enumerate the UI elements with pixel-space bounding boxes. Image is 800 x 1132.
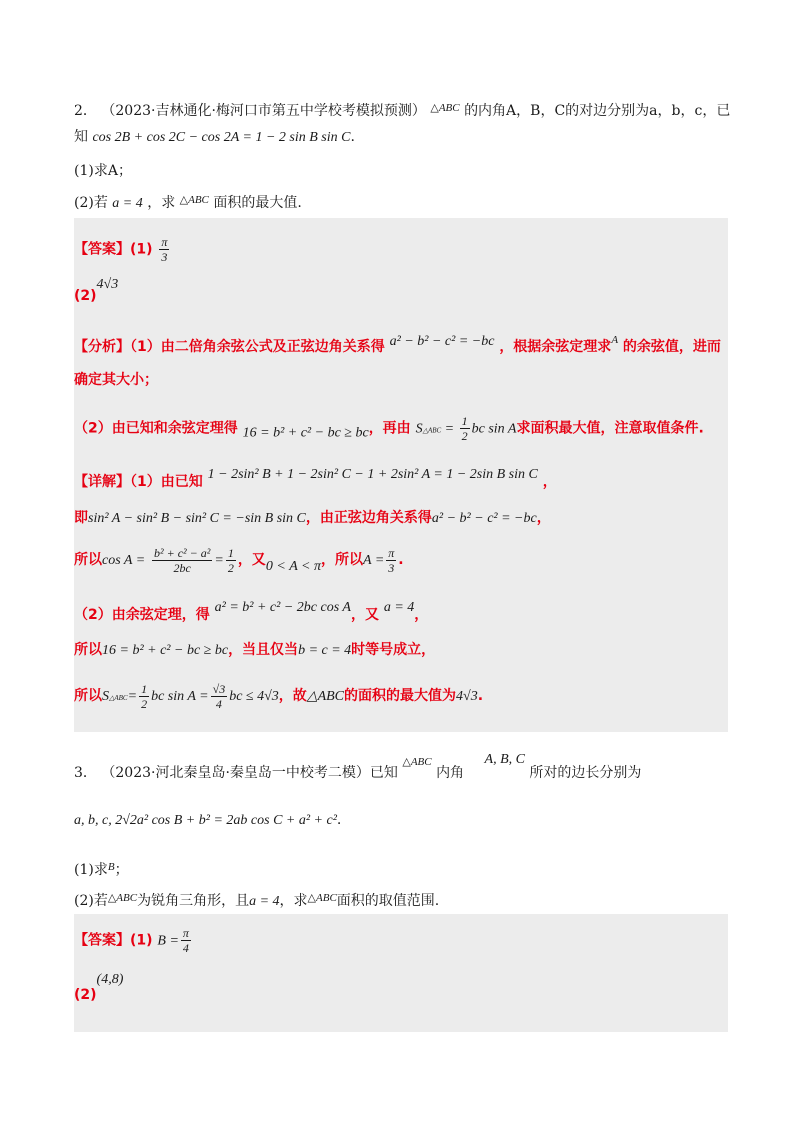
problem2-answer1 [74,235,726,264]
detail-6-triangle: △ABC [306,689,345,704]
problem3-q1-prefix: (1)求 [74,862,108,878]
detail-4-a: a = 4 [383,600,415,615]
analysis-2-eq2b: bc sin A [471,421,517,437]
cos-num: b² + c² − a² [154,545,211,560]
analysis-1-eq: a² − b² − c² = −bc [389,334,495,349]
analysis-2-eq: 16 = b² + c² − bc ≥ bc [242,425,369,441]
detail-3a: 所以 [74,552,102,568]
analysis-1-A: A [611,334,619,346]
problem3-q2-triangle-2: △ABC [307,892,337,904]
half-fraction-3 [139,682,149,711]
problem3-q1-var: B [107,861,115,873]
problem3-answer1 [74,926,726,955]
analysis-2a: （2）由已知和余弦定理得 [74,420,238,437]
analysis-2-sub: △ABC [422,426,442,435]
detail-1-eq: 1 − 2sin² B + 1 − 2sin² C − 1 + 2sin² A = 1 − 2sin B sin C [207,467,538,482]
half-fraction: $\frac{1}{2}$ [461,414,468,443]
answer1-fraction [159,235,169,264]
problem3-answer-label: 【答案】 [74,932,130,949]
analysis-label: 【分析】 [74,339,130,355]
problem3-q2-triangle: △ABC [107,892,138,904]
analysis-1c: 的余弦值，进而 [622,339,721,355]
problem2-detail-line3 [74,540,726,580]
problem3-given-equation: a, b, c, 2√2a² cos B + b² = 2ab cos C + a² + c² [74,813,337,828]
problem2-stem-text: 的内角A，B，C的对边分别为a，b，c，已 [464,103,731,119]
detail-3d: . [398,552,404,568]
problem2-q2-mid: ，求 [147,195,176,211]
problem3-ans1-fraction [181,926,191,955]
sqrt3-den: 4 [215,696,222,711]
problem2-analysis-line1 [74,330,726,357]
detail-3-A: A = [363,553,385,568]
detail-5c: 时等号成立， [351,642,436,658]
detail-4c: ， [414,607,429,623]
detail-6-max: 4√3 [456,689,478,704]
problem3-stem-mid: 内角 [436,765,465,781]
analysis-2b: ，再由 [368,420,411,437]
problem2-q2-triangle: △ABC [179,194,209,206]
problem3-stem-end: 所对的边长分别为 [529,765,642,781]
problem3-ans2-label: (2) [74,987,97,1003]
detail-5-eq: 16 = b² + c² − bc ≥ bc [102,643,229,658]
detail-1a: （1）由已知 [130,474,203,490]
detail-5-cond: b = c = 4 [298,643,352,658]
detail-1b: ， [542,474,557,490]
detail-6-eq2: bc sin A = [151,689,209,704]
detail-3c: ，所以 [321,552,364,568]
problem3-answer2 [74,970,726,1003]
problem2-stem-line2: 知 cos 2B + cos 2C − cos 2A = 1 − 2 sin B sin C. [74,129,355,145]
problem3-question2 [74,888,726,912]
detail-4a: （2）由余弦定理，得 [74,607,210,623]
problem3-q1-suffix: ； [114,862,129,878]
problem3-number: 3． [74,765,97,781]
problem2-answer2 [74,275,726,304]
detail-4b: ，又 [350,607,379,623]
problem3-given-end: . [336,812,342,828]
answer2-value: 4√3 [96,277,119,292]
detail-2a: 即 [74,510,88,526]
detail-6-sub: △ABC [109,694,128,702]
problem3-ans2-value: (4,8) [96,972,124,987]
A-den: 3 [388,560,395,575]
problem2-detail-line6 [74,676,726,716]
problem3-ans1-num: π [182,926,189,940]
problem2-detail-line4 [74,598,726,625]
problem2-stem-prefix: 知 [74,129,88,145]
detail-6d: . [477,688,484,704]
detail-2c: ， [536,510,551,526]
problem3-q2-mid2: ，求 [279,893,308,909]
detail-4-eq: a² = b² + c² − 2bc cos A [214,600,351,615]
problem3-stem-line1 [74,750,726,780]
problem3-q2-mid1: 为锐角三角形，且 [137,893,250,909]
A-fraction [386,546,396,575]
problem3-q2-prefix: (2)若 [74,893,108,909]
analysis-1a: （1）由二倍角余弦公式及正弦边角关系得 [130,339,385,355]
problem2-q2-condition: a = 4 [112,196,143,211]
answer1-num: π [161,235,168,249]
problem2-detail-line2 [74,508,726,529]
problem2-q2-prefix: (2)若 [74,195,108,211]
analysis-1b: ，根据余弦定理求 [499,339,612,355]
answer1-den: 3 [161,250,168,264]
answer1-label: (1) [130,241,153,258]
problem3-angles: A, B, C [484,752,525,767]
half3-num: 1 [141,681,148,696]
problem2-number: 2． [74,103,97,119]
cos-fraction [152,546,212,575]
problem3-source: （2023·河北秦皇岛·秦皇岛一中校考二模）已知 [101,765,398,781]
problem2-question1: (1)求A； [74,163,132,179]
detail-2-eq2: a² − b² − c² = −bc [431,511,537,526]
answer-label: 【答案】 [74,241,130,258]
half-num: 1 [227,545,234,560]
half-den: 2 [227,560,234,575]
problem3-question1 [74,857,726,880]
detail-6b: ，故 [278,688,307,704]
problem3-triangle: △ABC [402,756,432,768]
problem2-source: （2023·吉林通化·梅河口市第五中学校考模拟预测） [101,103,426,119]
detail-5a: 所以 [74,642,102,658]
problem3-q2-suffix: 面积的取值范围. [336,893,440,909]
detail-6-S: S [102,689,109,704]
problem2-analysis-line3 [74,414,726,444]
detail-3-eq: = [214,553,224,568]
analysis-2-S: S [415,421,423,437]
problem2-question2 [74,190,726,214]
problem2-q2-suffix: 面积的最大值. [213,195,302,211]
detail-6-eq3: bc ≤ 4√3 [229,689,279,704]
problem2-detail-line1 [74,465,726,492]
detail-label: 【详解】 [74,474,130,490]
problem3-stem-line2 [74,810,726,831]
detail-6c: 的面积的最大值为 [344,688,457,704]
sqrt3-fraction [211,682,228,711]
detail-3b: ，又 [237,552,266,568]
half3-den: 2 [141,696,148,711]
answer2-label: (2) [74,288,97,304]
A-num: π [388,545,395,560]
problem2-given-equation: cos 2B + cos 2C − cos 2A = 1 − 2 sin B sin C [92,130,351,145]
analysis-2c: 求面积最大值，注意取值条件. [516,420,704,437]
detail-2b: ，由正弦边角关系得 [305,510,432,526]
problem3-ans1-den: 4 [182,941,189,955]
cos-den: 2bc [173,560,191,575]
detail-6-eq1: = [127,689,138,704]
detail-3-range: 0 < A < π [265,559,322,574]
problem3-q2-cond: a = 4 [249,894,280,909]
problem2-triangle: △ABC [430,102,460,114]
problem2-stem-line1 [74,98,731,121]
detail-3-cos: cos A = [102,553,146,568]
half-fraction-2 [226,546,236,575]
detail-5b: ，当且仅当 [228,642,299,658]
detail-2-eq: sin² A − sin² B − sin² C = −sin B sin C [88,511,306,526]
detail-6a: 所以 [74,688,102,704]
problem2-detail-line5 [74,640,726,661]
problem2-analysis-line2: 确定其大小； [74,372,158,388]
problem3-ans1-label: (1) [130,932,153,949]
sqrt3-num: √3 [212,681,226,696]
analysis-2-eq2a: = [441,421,458,437]
problem3-ans1-lhs: B = [157,933,179,949]
